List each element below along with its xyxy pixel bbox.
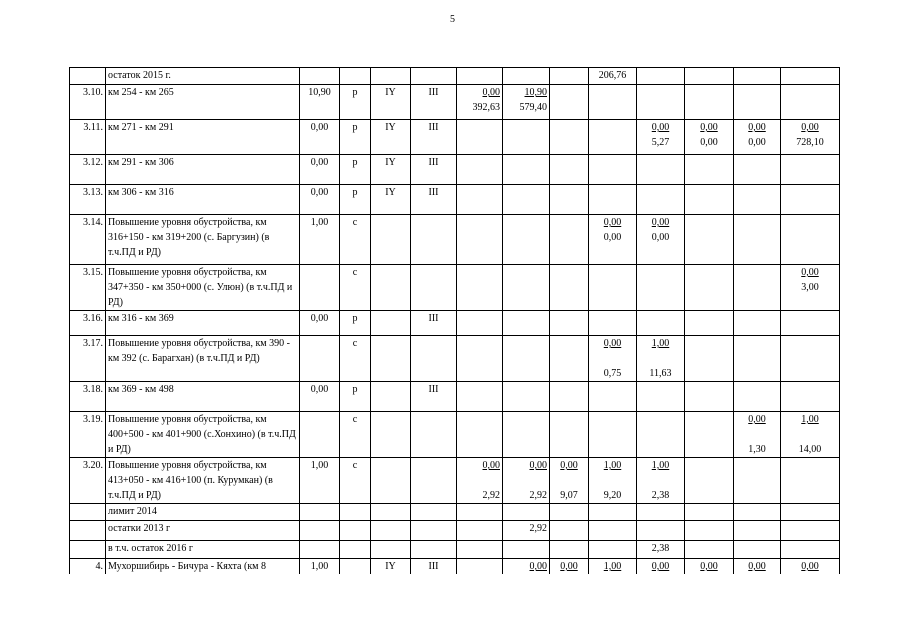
table-row [70,541,840,559]
value-cell [734,68,781,85]
value-cell [589,185,637,215]
spacer [505,473,547,488]
row-number: 4. [70,559,106,575]
value-cell [589,120,637,155]
object-name: км 316 - км 369 [106,311,300,336]
spacer [591,473,634,488]
value-cell [734,521,781,541]
value-cell [734,336,781,382]
value-cell [457,311,503,336]
value-cell [734,215,781,265]
row-number: 3.19. [70,412,106,458]
value-cell [589,559,637,575]
object-name: остатки 2013 г [106,521,300,541]
category-after: III [411,155,457,185]
category-after: III [411,382,457,412]
table-row [70,412,840,458]
work-type [340,68,371,85]
value-cell [781,120,840,155]
cell-value-top: 0,00 [603,217,622,228]
cell-value-bottom: 5,27 [651,137,670,148]
table-row [70,265,840,311]
cell-value: 2,38 [651,543,670,554]
length-km [300,68,340,85]
category-before [371,336,411,382]
row-number: 3.17. [70,336,106,382]
value-cell [550,215,589,265]
cell-value-top: 1,00 [651,460,670,471]
length-km: 0,00 [300,185,340,215]
table-row [70,521,840,541]
category-after [411,412,457,458]
value-cell [781,85,840,120]
length-km: 1,00 [300,559,340,575]
category-before: IY [371,155,411,185]
category-after: III [411,559,457,575]
spacer [552,473,586,488]
value-cell [685,68,734,85]
value-cell [550,85,589,120]
cell-value-bottom: 0,00 [700,137,718,148]
spacer [736,427,778,442]
row-number: 3.20. [70,458,106,504]
cell-value-bottom: 3,00 [801,282,819,293]
value-cell [734,559,781,575]
value-cell [637,559,685,575]
value-cell [781,412,840,458]
table-row [70,382,840,412]
value-cell [685,504,734,521]
category-after: III [411,311,457,336]
category-before: IY [371,559,411,575]
value-cell [550,336,589,382]
row-number [70,504,106,521]
value-cell [637,215,685,265]
object-name: км 291 - км 306 [106,155,300,185]
value-cell [685,85,734,120]
value-cell [685,265,734,311]
value-cell [781,265,840,311]
cell-value-top: 0,00 [801,561,819,572]
value-cell [457,412,503,458]
value-cell [589,336,637,382]
table-row [70,458,840,504]
length-km: 10,90 [300,85,340,120]
value-cell [503,504,550,521]
cell-value-bottom: 0,75 [603,368,622,379]
object-name: Повышение уровня обустройства, км 390 - км 392 (с. Барагхан) (в т.ч.ПД и РД) [106,336,300,382]
value-cell [457,382,503,412]
length-km: 0,00 [300,155,340,185]
value-cell [503,559,550,575]
category-after [411,215,457,265]
value-cell [503,336,550,382]
table-row [70,68,840,85]
value-cell [637,412,685,458]
work-type: с [340,215,371,265]
value-cell [734,120,781,155]
work-type: р [340,185,371,215]
value-cell [781,215,840,265]
category-after [411,541,457,559]
cell-value-top: 0,00 [603,338,622,349]
object-name: км 369 - км 498 [106,382,300,412]
value-cell [503,311,550,336]
value-cell [637,504,685,521]
value-cell [550,458,589,504]
value-cell [589,265,637,311]
value-cell [637,85,685,120]
value-cell [589,311,637,336]
value-cell [781,521,840,541]
spacer [639,351,682,366]
length-km: 1,00 [300,458,340,504]
value-cell [685,215,734,265]
cell-value-top: 0,00 [700,122,718,133]
value-cell [637,336,685,382]
cell-value-top: 0,00 [482,460,500,471]
work-type [340,521,371,541]
category-before [371,412,411,458]
row-number [70,68,106,85]
value-cell [685,382,734,412]
cell-value-bottom: 728,10 [796,137,824,148]
value-cell [503,68,550,85]
value-cell [734,541,781,559]
value-cell [457,559,503,575]
value-cell [503,458,550,504]
value-cell [550,265,589,311]
length-km [300,504,340,521]
value-cell [781,559,840,575]
category-after [411,336,457,382]
cell-value-top: 0,00 [560,561,578,572]
value-cell [457,185,503,215]
cell-value-bottom: 579,40 [519,102,547,113]
value-cell [781,541,840,559]
value-cell [685,311,734,336]
value-cell [457,504,503,521]
value-cell [781,458,840,504]
value-cell [781,68,840,85]
value-cell [637,185,685,215]
value-cell [685,559,734,575]
value-cell [457,68,503,85]
object-name: остаток 2015 г. [106,68,300,85]
value-cell [734,265,781,311]
cell-value-bottom: 0,00 [748,137,766,148]
value-cell [734,504,781,521]
category-after [411,265,457,311]
row-number [70,521,106,541]
value-cell [637,458,685,504]
cell-value-top: 0,00 [700,561,718,572]
value-cell [589,85,637,120]
row-number: 3.18. [70,382,106,412]
length-km [300,336,340,382]
object-name: лимит 2014 [106,504,300,521]
value-cell [589,521,637,541]
value-cell [589,504,637,521]
value-cell [685,541,734,559]
value-cell [503,120,550,155]
object-name: Повышение уровня обустройства, км 316+150 - км 319+200 (с. Баргузин) (в т.ч.ПД и РД) [106,215,300,265]
cell-value: 206,76 [598,70,627,81]
category-before [371,541,411,559]
cell-value-bottom: 0,00 [651,232,670,243]
value-cell [734,412,781,458]
row-number: 3.12. [70,155,106,185]
cell-value-top: 0,00 [748,122,766,133]
value-cell [781,185,840,215]
work-type: р [340,155,371,185]
row-number: 3.14. [70,215,106,265]
cell-value-top: 10,90 [524,87,547,98]
value-cell [734,85,781,120]
value-cell [550,185,589,215]
value-cell [685,120,734,155]
object-name: Мухоршибирь - Бичура - Кяхта (км 8 [106,559,300,575]
length-km: 0,00 [300,120,340,155]
value-cell [457,541,503,559]
value-cell [685,521,734,541]
category-after [411,521,457,541]
value-cell [550,120,589,155]
row-number: 3.13. [70,185,106,215]
object-name: км 254 - км 265 [106,85,300,120]
table-row [70,215,840,265]
table-row [70,185,840,215]
category-after: III [411,120,457,155]
value-cell [781,155,840,185]
cell-value-bottom: 2,92 [482,490,500,501]
work-type: р [340,382,371,412]
table-row [70,155,840,185]
length-km [300,521,340,541]
value-cell [550,68,589,85]
value-cell [457,336,503,382]
length-km: 0,00 [300,311,340,336]
value-cell [503,215,550,265]
length-km [300,412,340,458]
value-cell [503,541,550,559]
cell-value-bottom: 2,92 [529,490,547,501]
value-cell [503,521,550,541]
value-cell [589,215,637,265]
cell-value: 2,92 [529,523,547,534]
row-number: 3.11. [70,120,106,155]
length-km [300,265,340,311]
cell-value-top: 0,00 [529,561,547,572]
value-cell [550,541,589,559]
category-after [411,68,457,85]
length-km [300,541,340,559]
value-cell [457,265,503,311]
category-before: IY [371,185,411,215]
value-cell [637,68,685,85]
value-cell [589,412,637,458]
work-type: с [340,265,371,311]
value-cell [589,155,637,185]
category-before [371,68,411,85]
cell-value-bottom: 392,63 [472,102,500,113]
value-cell [550,521,589,541]
table-row [70,120,840,155]
value-cell [550,559,589,575]
row-number: 3.15. [70,265,106,311]
value-cell [503,265,550,311]
table-row [70,559,840,575]
value-cell [457,521,503,541]
object-name: км 271 - км 291 [106,120,300,155]
value-cell [503,85,550,120]
work-type: р [340,311,371,336]
table-row [70,336,840,382]
value-cell [457,85,503,120]
page-number: 5 [450,14,455,25]
value-cell [503,382,550,412]
value-cell [637,382,685,412]
value-cell [734,458,781,504]
spacer [783,427,837,442]
value-cell [734,382,781,412]
value-cell [685,185,734,215]
spacer [639,473,682,488]
value-cell [734,155,781,185]
value-cell [550,504,589,521]
value-cell [637,541,685,559]
category-after: III [411,85,457,120]
cell-value-top: 0,00 [482,87,500,98]
cell-value-bottom: 11,63 [649,368,672,379]
value-cell [734,185,781,215]
cell-value-bottom: 14,00 [798,444,822,455]
object-name: Повышение уровня обустройства, км 413+050 - км 416+100 (п. Курумкан) (в т.ч.ПД и РД) [106,458,300,504]
value-cell [457,458,503,504]
length-km: 1,00 [300,215,340,265]
value-cell [457,120,503,155]
value-cell [637,521,685,541]
cell-value-bottom: 0,00 [603,232,622,243]
category-after: III [411,185,457,215]
category-before: IY [371,120,411,155]
category-after [411,504,457,521]
category-before [371,215,411,265]
length-km: 0,00 [300,382,340,412]
cell-value-top: 0,00 [748,561,766,572]
cell-value-top: 0,00 [748,414,766,425]
value-cell [503,185,550,215]
table-row [70,504,840,521]
category-after [411,458,457,504]
category-before [371,504,411,521]
work-type: с [340,458,371,504]
cell-value-bottom: 9,20 [603,490,622,501]
cell-value-bottom: 9,07 [560,490,578,501]
work-type: р [340,85,371,120]
row-number: 3.16. [70,311,106,336]
cell-value-top: 1,00 [651,338,670,349]
work-type: р [340,120,371,155]
object-name: Повышение уровня обустройства, км 347+350 - км 350+000 (с. Улюн) (в т.ч.ПД и РД) [106,265,300,311]
object-name: в т.ч. остаток 2016 г [106,541,300,559]
cell-value-top: 0,00 [651,217,670,228]
row-number [70,541,106,559]
category-before: IY [371,85,411,120]
category-before [371,265,411,311]
value-cell [457,215,503,265]
spacer [591,351,634,366]
budget-table [69,67,840,574]
category-before [371,382,411,412]
cell-value-top: 1,00 [603,561,622,572]
cell-value-top: 1,00 [603,460,622,471]
cell-value-top: 0,00 [651,561,670,572]
value-cell [637,265,685,311]
value-cell [589,382,637,412]
spacer [459,473,500,488]
cell-value-top: 0,00 [801,122,819,133]
value-cell [589,458,637,504]
cell-value-bottom: 2,38 [651,490,670,501]
value-cell [550,311,589,336]
value-cell [685,458,734,504]
category-before [371,458,411,504]
value-cell [550,382,589,412]
object-name: Повышение уровня обустройства, км 400+500 - км 401+900 (с.Хонхино) (в т.ч.ПД и РД) [106,412,300,458]
work-type [340,541,371,559]
value-cell [734,311,781,336]
work-type: с [340,336,371,382]
value-cell [589,68,637,85]
work-type: с [340,412,371,458]
value-cell [781,336,840,382]
work-type [340,504,371,521]
value-cell [503,155,550,185]
value-cell [685,412,734,458]
value-cell [637,311,685,336]
value-cell [637,155,685,185]
value-cell [781,504,840,521]
value-cell [685,336,734,382]
work-type [340,559,371,575]
table-row [70,311,840,336]
value-cell [637,120,685,155]
value-cell [550,155,589,185]
cell-value-top: 0,00 [560,460,578,471]
value-cell [781,382,840,412]
value-cell [781,311,840,336]
cell-value-top: 0,00 [801,267,819,278]
value-cell [685,155,734,185]
value-cell [457,155,503,185]
object-name: км 306 - км 316 [106,185,300,215]
cell-value-top: 1,00 [801,414,819,425]
category-before [371,311,411,336]
category-before [371,521,411,541]
value-cell [550,412,589,458]
row-number: 3.10. [70,85,106,120]
cell-value-bottom: 1,30 [748,444,766,455]
value-cell [589,541,637,559]
table-row [70,85,840,120]
value-cell [503,412,550,458]
cell-value-top: 0,00 [529,460,547,471]
cell-value-top: 0,00 [651,122,670,133]
